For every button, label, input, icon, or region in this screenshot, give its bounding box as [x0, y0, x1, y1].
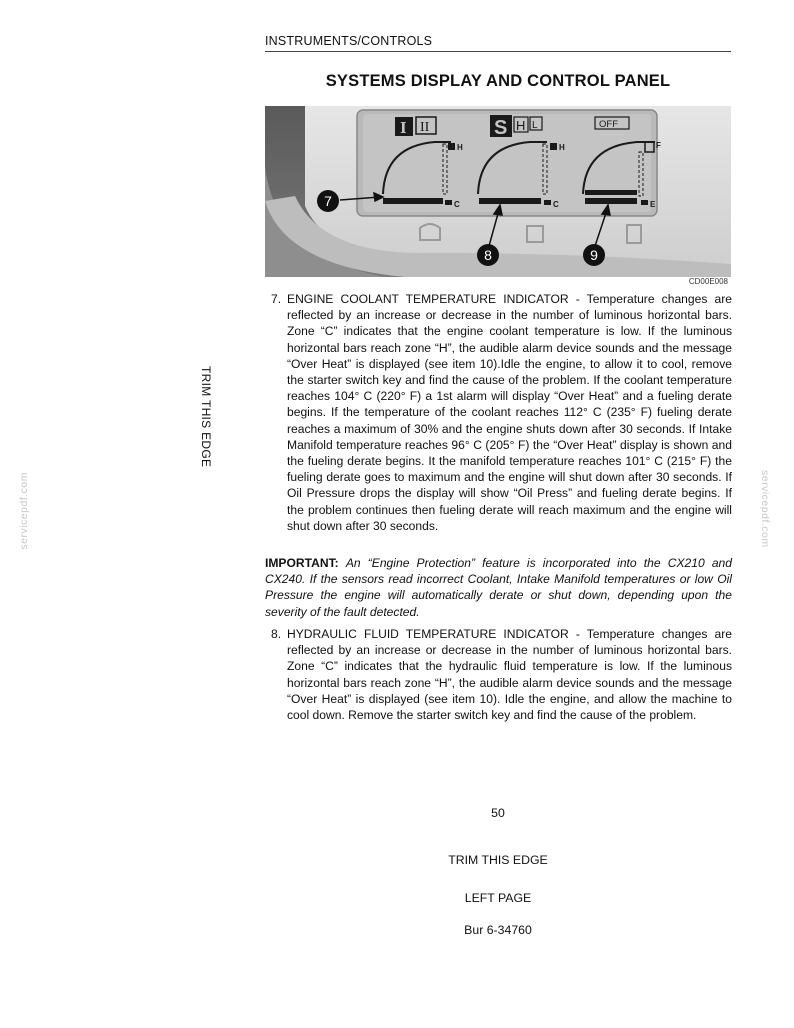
callout-7: [317, 190, 339, 212]
important-label: IMPORTANT:: [265, 556, 339, 570]
gauge-label: E: [650, 200, 656, 209]
item-number: 7.: [271, 292, 282, 306]
callout-9: [583, 244, 605, 266]
important-text: An “Engine Protection” feature is incorporated into the CX210 and CX240. If the sensors read incorrect Coolant, Intake Manifold temperatures or low Oil Pressure the engine will automatically derate or shut down, depending upon the severity of the fault detected.: [265, 556, 732, 619]
item-text: HYDRAULIC FLUID TEMPERATURE INDICATOR - Temperature changes are reflected by an increase or decrease in the number of luminous horizontal bars. Zone “C” indicates that the hydraulic fluid temperature is low. If the luminous horizontal bars reach zone “H”, the audible alarm device sounds and the message “Over Heat” is displayed (see item 10). Idle the engine, and allow the machine to cool down. Remove the starter switch key and find the cause of the problem.: [287, 627, 732, 723]
item-7: [265, 291, 732, 534]
display-panel-figure: [265, 106, 731, 277]
gauge-label: C: [454, 200, 460, 209]
footer-trim: TRIM THIS EDGE: [448, 853, 548, 867]
mode-label-l: L: [532, 120, 538, 131]
item-text: ENGINE COOLANT TEMPERATURE INDICATOR - Temperature changes are reflected by an increase or decrease in the number of luminous horizontal bars. Zone “C” indicates that the engine coolant temperature is low. If the luminous horizontal bars reach zone “H”, the audible alarm device sounds and the message “Over Heat” is displayed (see item 10).Idle the engine, to allow it to cool, remove the starter switch key and find the cause of the problem. If the coolant temperature reaches 104° C (220° F) a 1st alarm will display “Over Heat” and a fueling derate begins. If the temperature of the coolant reaches 112° C (235° F) fueling derate reaches a maximum of 30% and the engine shuts down after 30 seconds. If Intake Manifold temperature reaches 96° C (205° F) the “Over Heat” display is shown and the fueling derate begins. It the manifold temperature reaches 101° C (215° F) the fueling derate goes to maximum and the engine will shut down after 30 seconds. If Oil Pressure drops the display will show “Oil Press” and fueling derate begins. If the problem continues then fueling derate will reach maximum and the engine will shut down after 30 seconds.: [287, 292, 732, 533]
important-note: [265, 555, 732, 620]
watermark-right: servicepdf.com: [759, 470, 771, 548]
gauge-label: H: [457, 143, 463, 152]
display-panel-illustration: [265, 106, 731, 277]
mode-label-ii: II: [420, 120, 430, 135]
figure-code: CD00E008: [688, 277, 728, 286]
watermark-left: servicepdf.com: [18, 472, 30, 550]
page-title: SYSTEMS DISPLAY AND CONTROL PANEL: [325, 72, 671, 90]
page-number: 50: [491, 806, 505, 820]
footer-doc-id: Bur 6-34760: [464, 923, 532, 937]
mode-label-s: S: [494, 117, 508, 139]
mode-label-i: I: [400, 118, 407, 137]
gauge-label: F: [656, 141, 661, 150]
item-8: [265, 626, 732, 723]
svg-text:8: 8: [484, 247, 492, 263]
item-number: 8.: [271, 627, 282, 641]
section-header: INSTRUMENTS/CONTROLS: [265, 34, 433, 48]
callout-8: [477, 244, 499, 266]
svg-text:9: 9: [590, 247, 598, 263]
mode-label-off: OFF: [599, 119, 618, 130]
header-rule: [265, 51, 731, 52]
gauge-label: C: [553, 200, 559, 209]
mode-label-h: H: [516, 118, 526, 133]
trim-edge-side-label: TRIM THIS EDGE: [199, 366, 213, 468]
gauge-label: H: [559, 143, 565, 152]
svg-text:7: 7: [324, 193, 332, 209]
footer-side: LEFT PAGE: [464, 891, 532, 905]
